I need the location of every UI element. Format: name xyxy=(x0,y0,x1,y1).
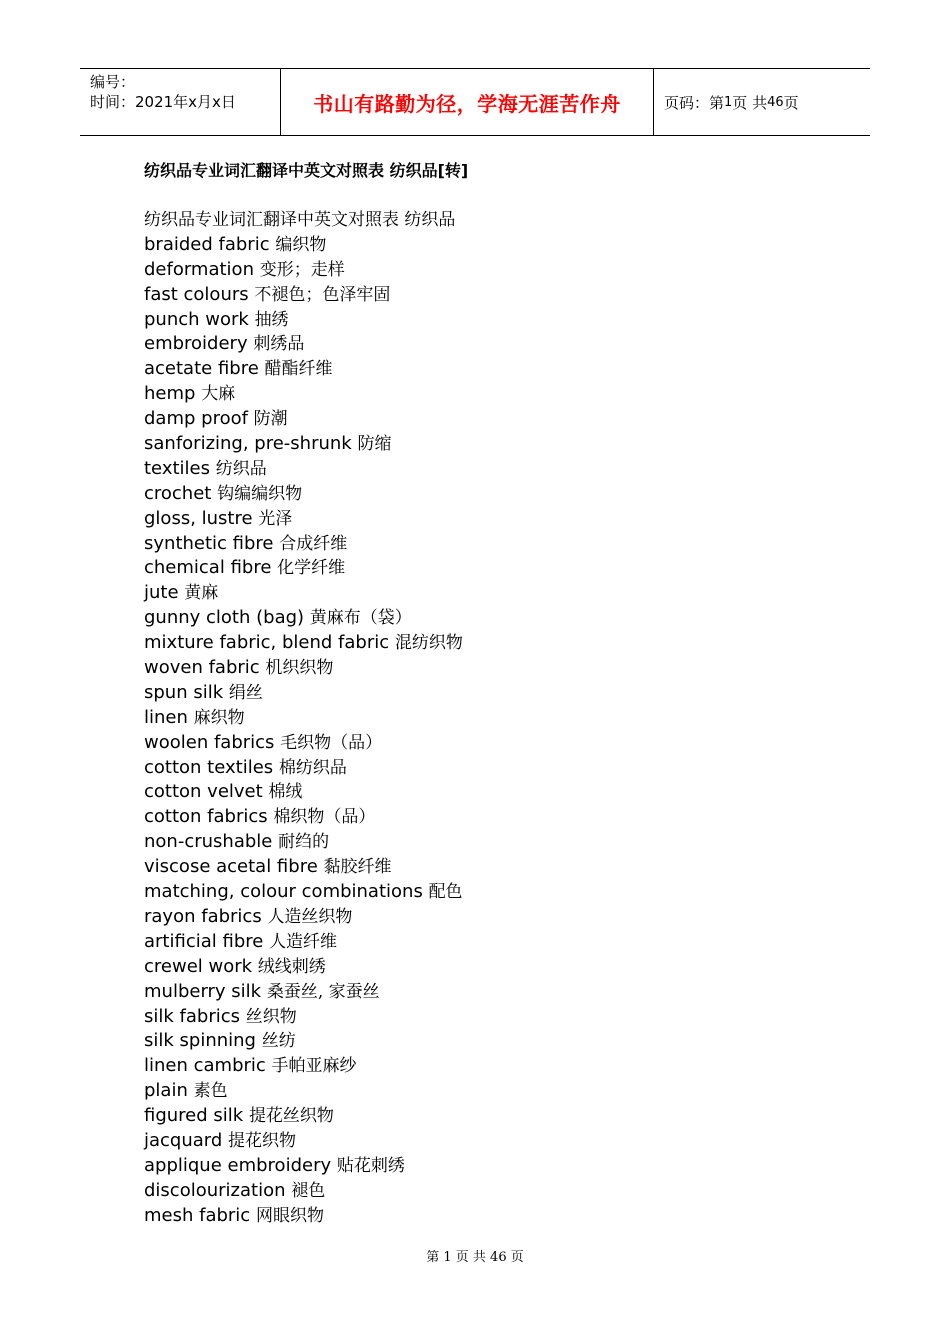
glossary-entry xyxy=(144,233,463,258)
term-chinese: 提花织物 xyxy=(228,1130,297,1151)
term-english: embroidery xyxy=(144,333,248,355)
term-chinese: 混纺织物 xyxy=(394,633,463,654)
term-english: synthetic fibre xyxy=(144,532,274,554)
term-chinese: 耐绉的 xyxy=(278,832,330,853)
term-english: figured silk xyxy=(144,1105,244,1127)
term-chinese: 提花丝织物 xyxy=(248,1106,334,1127)
term-english: linen cambric xyxy=(144,1055,266,1077)
term-english: silk fabrics xyxy=(144,1005,240,1027)
term-chinese: 防潮 xyxy=(253,409,288,430)
term-english: plain xyxy=(144,1080,188,1102)
term-english: viscose acetal fibre xyxy=(144,856,318,878)
glossary-entry xyxy=(144,830,463,855)
glossary-entry xyxy=(144,457,463,482)
term-chinese: 绒线刺绣 xyxy=(257,956,326,977)
term-english: jacquard xyxy=(144,1129,223,1151)
time-label: 时间：2021年x月x日 xyxy=(90,93,236,111)
term-chinese: 绢丝 xyxy=(228,682,263,703)
glossary-entry xyxy=(144,283,463,308)
term-chinese: 刺绣品 xyxy=(253,334,305,355)
glossary-entry xyxy=(144,581,463,606)
glossary-entry xyxy=(144,407,463,432)
page-header xyxy=(80,68,870,136)
page-mid: 页 共 xyxy=(732,93,768,112)
term-chinese: 毛织物（品） xyxy=(280,732,383,753)
glossary-entry xyxy=(144,731,463,756)
term-chinese: 棉织物（品） xyxy=(273,807,376,828)
term-english: mulberry silk xyxy=(144,980,262,1002)
term-english: sanforizing, pre-shrunk xyxy=(144,433,352,455)
term-chinese: 素色 xyxy=(193,1081,228,1102)
page-footer: 第 1 页 共 46 页 xyxy=(426,1250,524,1265)
term-chinese: 黏胶纤维 xyxy=(323,857,392,878)
glossary-entry xyxy=(144,606,463,631)
glossary-entry xyxy=(144,955,463,980)
glossary-entry xyxy=(144,880,463,905)
term-chinese: 棉绒 xyxy=(268,782,303,803)
document-title: 纺织品专业词汇翻译中英文对照表 纺织品[转] xyxy=(144,161,469,180)
term-english: woven fabric xyxy=(144,657,260,679)
glossary-entry xyxy=(144,1029,463,1054)
term-english: textiles xyxy=(144,457,210,479)
term-english: mesh fabric xyxy=(144,1204,251,1226)
glossary-entry xyxy=(144,1005,463,1030)
term-english: crochet xyxy=(144,482,212,504)
glossary-entry xyxy=(144,382,463,407)
term-chinese: 醋酯纤维 xyxy=(264,359,333,380)
page-total: 46 xyxy=(767,94,784,110)
glossary-entry xyxy=(144,308,463,333)
glossary-entry xyxy=(144,756,463,781)
term-chinese: 防缩 xyxy=(357,434,392,455)
term-english: fast colours xyxy=(144,283,249,305)
term-english: deformation xyxy=(144,258,254,280)
glossary-entry xyxy=(144,1079,463,1104)
term-chinese: 人造纤维 xyxy=(269,931,338,952)
term-chinese: 纺织品专业词汇翻译中英文对照表 纺织品 xyxy=(144,210,456,230)
glossary-entry xyxy=(144,1154,463,1179)
term-chinese: 机织织物 xyxy=(265,658,334,679)
term-chinese: 棉纺织品 xyxy=(278,757,347,778)
term-chinese: 人造丝织物 xyxy=(267,906,353,927)
glossary-entry xyxy=(144,855,463,880)
glossary-entry xyxy=(144,357,463,382)
term-english: silk spinning xyxy=(144,1030,256,1052)
term-english: spun silk xyxy=(144,681,224,703)
glossary-entry xyxy=(144,332,463,357)
term-english: crewel work xyxy=(144,955,253,977)
term-chinese: 丝织物 xyxy=(245,1006,297,1027)
glossary-list xyxy=(144,208,463,1229)
page-current: 1 xyxy=(724,94,733,110)
glossary-entry xyxy=(144,905,463,930)
term-english: matching, colour combinations xyxy=(144,881,423,903)
term-english: damp proof xyxy=(144,408,248,430)
glossary-entry xyxy=(144,1129,463,1154)
term-english: jute xyxy=(144,582,179,604)
header-motto: 书山有路勤为径，学海无涯苦作舟 xyxy=(281,69,654,135)
glossary-entry xyxy=(144,656,463,681)
glossary-entry xyxy=(144,631,463,656)
term-chinese: 褪色 xyxy=(291,1180,326,1201)
header-meta xyxy=(80,69,281,135)
glossary-entry xyxy=(144,432,463,457)
glossary-entry xyxy=(144,930,463,955)
number-label: 编号： xyxy=(90,73,136,91)
term-chinese: 黄麻 xyxy=(184,583,219,604)
term-english: cotton textiles xyxy=(144,756,274,778)
glossary-entry xyxy=(144,780,463,805)
glossary-entry xyxy=(144,980,463,1005)
term-chinese: 变形；走样 xyxy=(259,259,345,280)
glossary-entry xyxy=(144,1054,463,1079)
term-english: mixture fabric, blend fabric xyxy=(144,632,390,654)
term-chinese: 桑蚕丝, 家蚕丝 xyxy=(266,981,380,1002)
header-page-info xyxy=(654,69,870,135)
term-chinese: 贴花刺绣 xyxy=(336,1155,405,1176)
term-chinese: 麻织物 xyxy=(193,707,245,728)
term-english: hemp xyxy=(144,383,196,405)
glossary-entry xyxy=(144,1204,463,1229)
term-english: non-crushable xyxy=(144,831,273,853)
term-chinese: 配色 xyxy=(428,882,463,903)
glossary-entry xyxy=(144,681,463,706)
term-chinese: 不褪色；色泽牢固 xyxy=(254,284,391,305)
term-chinese: 大麻 xyxy=(201,384,236,405)
term-english: cotton fabrics xyxy=(144,806,268,828)
term-english: woolen fabrics xyxy=(144,731,275,753)
term-chinese: 纺织品 xyxy=(215,458,267,479)
glossary-entry xyxy=(144,1104,463,1129)
term-english: acetate fibre xyxy=(144,358,259,380)
term-chinese: 化学纤维 xyxy=(277,558,346,579)
term-english: punch work xyxy=(144,308,249,330)
term-english: gloss, lustre xyxy=(144,507,253,529)
term-chinese: 合成纤维 xyxy=(279,533,348,554)
glossary-entry xyxy=(144,507,463,532)
term-chinese: 丝纺 xyxy=(261,1031,296,1052)
page-suffix: 页 xyxy=(783,93,799,112)
term-english: chemical fibre xyxy=(144,557,272,579)
glossary-entry xyxy=(144,258,463,283)
term-chinese: 抽绣 xyxy=(254,309,289,330)
term-english: cotton velvet xyxy=(144,781,263,803)
glossary-entry xyxy=(144,706,463,731)
term-chinese: 黄麻布（袋） xyxy=(309,608,412,629)
term-chinese: 编织物 xyxy=(275,234,327,255)
glossary-entry xyxy=(144,805,463,830)
glossary-entry xyxy=(144,532,463,557)
term-chinese: 手帕亚麻纱 xyxy=(271,1056,357,1077)
term-english: braided fabric xyxy=(144,233,270,255)
term-english: artificial fibre xyxy=(144,930,264,952)
term-chinese: 光泽 xyxy=(258,508,293,529)
glossary-entry xyxy=(144,208,463,233)
term-chinese: 钩编编织物 xyxy=(217,483,303,504)
term-english: applique embroidery xyxy=(144,1154,332,1176)
glossary-entry xyxy=(144,482,463,507)
page-prefix: 页码：第 xyxy=(664,93,725,112)
glossary-entry xyxy=(144,1179,463,1204)
term-english: discolourization xyxy=(144,1179,286,1201)
term-english: rayon fabrics xyxy=(144,905,262,927)
term-english: linen xyxy=(144,706,188,728)
term-chinese: 网眼织物 xyxy=(255,1205,324,1226)
glossary-entry xyxy=(144,556,463,581)
term-english: gunny cloth (bag) xyxy=(144,607,305,629)
